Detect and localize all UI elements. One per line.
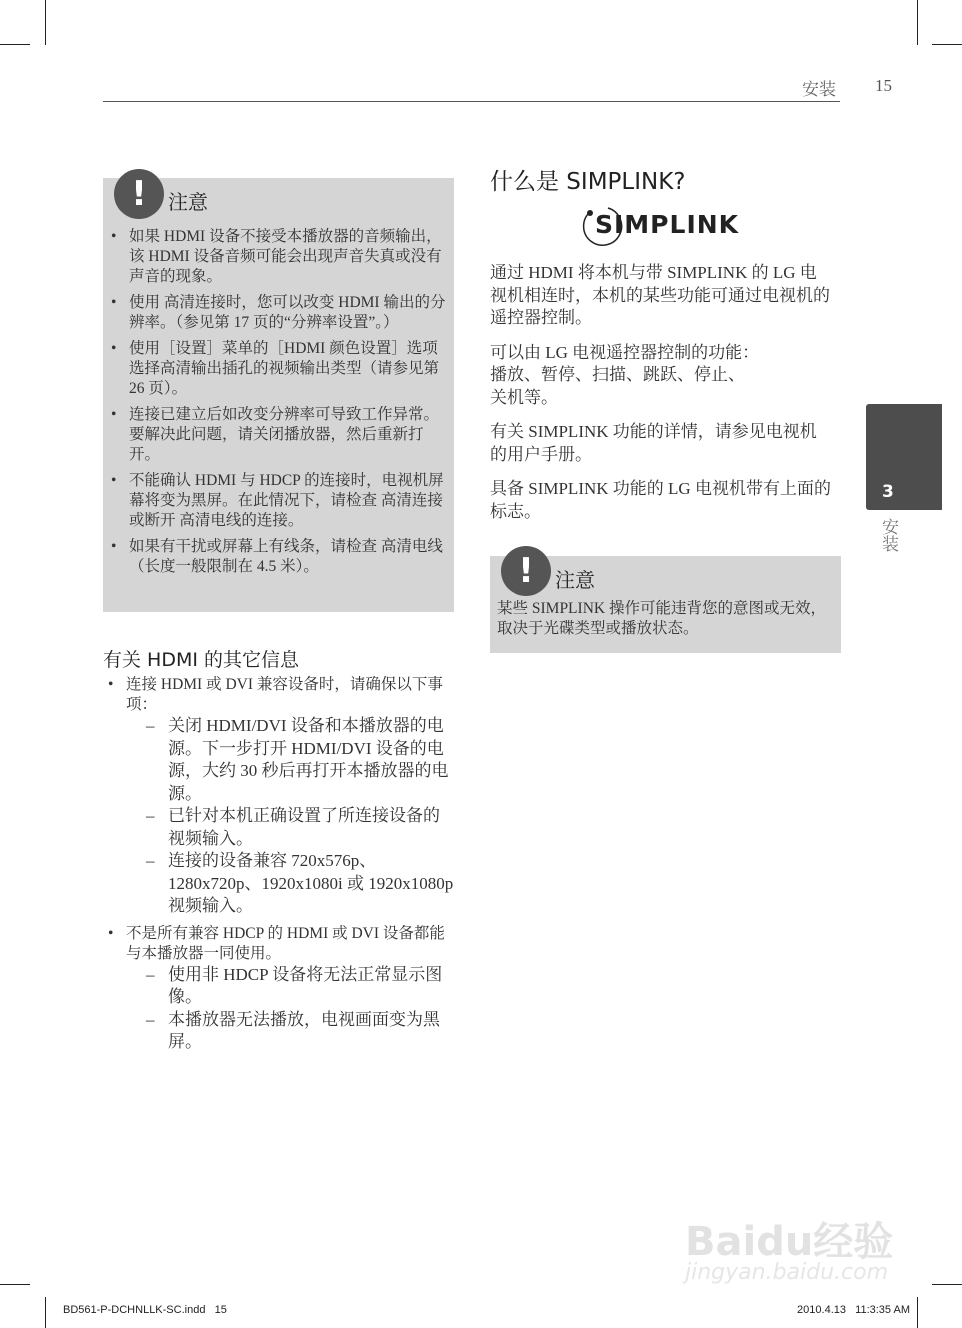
note-title: 注意 (555, 568, 595, 592)
simplink-logo-text: SIMPLINK (595, 210, 740, 239)
crop-mark (917, 0, 918, 45)
footer-file: BD561-P-DCHNLLK-SC.indd 15 (63, 1304, 227, 1316)
paragraph: 有关 SIMPLINK 功能的详情，请参见电视机的用户手册。 (490, 422, 817, 464)
note-title: 注意 (168, 190, 208, 214)
list-item: • 连接已建立后如改变分辨率可导致工作异常。要解决此问题，请关闭播放器，然后重新打开。 (106, 405, 446, 465)
sub-item: – 本播放器无法播放，电视画面变为黑屏。 (126, 1009, 455, 1054)
page-number: 15 (875, 76, 892, 95)
note-text: 某些 SIMPLINK 操作可能违背您的意图或无效，取决于光碟类型或播放状态。 (497, 600, 826, 637)
watermark-url: jingyan.baidu.com (685, 1260, 889, 1285)
note-box (103, 174, 454, 612)
list-item: • 如果有干扰或屏幕上有线条，请检查 高清电线（长度一般限制在 4.5 米）。 (106, 537, 446, 577)
simplink-body (490, 262, 832, 535)
crop-mark (917, 1297, 918, 1328)
paragraph: 具备 SIMPLINK 功能的 LG 电视机带有上面的标志。 (490, 479, 831, 521)
list-item: • 如果 HDMI 设备不接受本播放器的音频输出，该 HDMI 设备音频可能会出现声音失真或没有声音的现象。 (106, 227, 446, 287)
simplink-logo (582, 204, 752, 248)
chapter-label: 安装 (878, 518, 898, 552)
list-item: • 使用［设置］菜单的［HDMI 颜色设置］选项选择高清输出插孔的视频输出类型（请参见第 26 页）。 (106, 339, 446, 399)
crop-mark (0, 44, 30, 45)
crop-mark (932, 1284, 962, 1285)
list-item: • 不能确认 HDMI 与 HDCP 的连接时，电视机屏幕将变为黑屏。在此情况下，请检查 高清连接或断开 高清电线的连接。 (106, 471, 446, 531)
exclamation-icon: ! (114, 169, 164, 219)
section-heading: 什么是 SIMPLINK? (490, 169, 686, 195)
crop-mark (932, 44, 962, 45)
watermark-logo: Baidu经验 (685, 1219, 894, 1265)
paragraph: 可以由 LG 电视遥控器控制的功能： 播放、暂停、扫描、跳跃、停止、 关机等。 (490, 342, 760, 407)
crop-mark (45, 1297, 46, 1328)
sub-item: – 连接的设备兼容 720x576p、1280x720p、1920x1080i 或 1920x1080p 视频输入。 (126, 850, 455, 918)
exclamation-icon: ! (501, 546, 551, 596)
list-item (103, 675, 455, 918)
note-list (106, 227, 446, 583)
chapter-number: 3 (882, 482, 894, 502)
sub-item: – 使用非 HDCP 设备将无法正常显示图像。 (126, 964, 455, 1009)
list-item (103, 924, 455, 1054)
header-rule (103, 101, 840, 102)
sub-item: – 关闭 HDMI/DVI 设备和本播放器的电源。下一步打开 HDMI/DVI 设备的电源，大约 30 秒后再打开本播放器的电源。 (126, 715, 455, 805)
paragraph: 通过 HDMI 将本机与带 SIMPLINK 的 LG 电视机相连时，本机的某些功能可通过电视机的遥控器控制。 (490, 263, 830, 327)
hdmi-info-list (103, 675, 455, 1060)
footer-datetime: 2010.4.13 11:3:35 AM (797, 1304, 910, 1316)
note-box (490, 551, 841, 653)
sub-item: – 已针对本机正确设置了所连接设备的视频输入。 (126, 805, 455, 850)
crop-mark (45, 0, 46, 45)
list-item: • 使用 高清连接时，您可以改变 HDMI 输出的分辨率。（参见第 17 页的“分辨率设置”。） (106, 293, 446, 333)
crop-mark (0, 1284, 30, 1285)
header-section: 安装 (802, 80, 836, 100)
section-heading: 有关 HDMI 的其它信息 (103, 649, 299, 671)
chapter-tab (866, 404, 942, 510)
item-text: 不是所有兼容 HDCP 的 HDMI 或 DVI 设备都能与本播放器一同使用。 (126, 924, 445, 962)
item-text: 连接 HDMI 或 DVI 兼容设备时，请确保以下事项： (126, 676, 443, 713)
